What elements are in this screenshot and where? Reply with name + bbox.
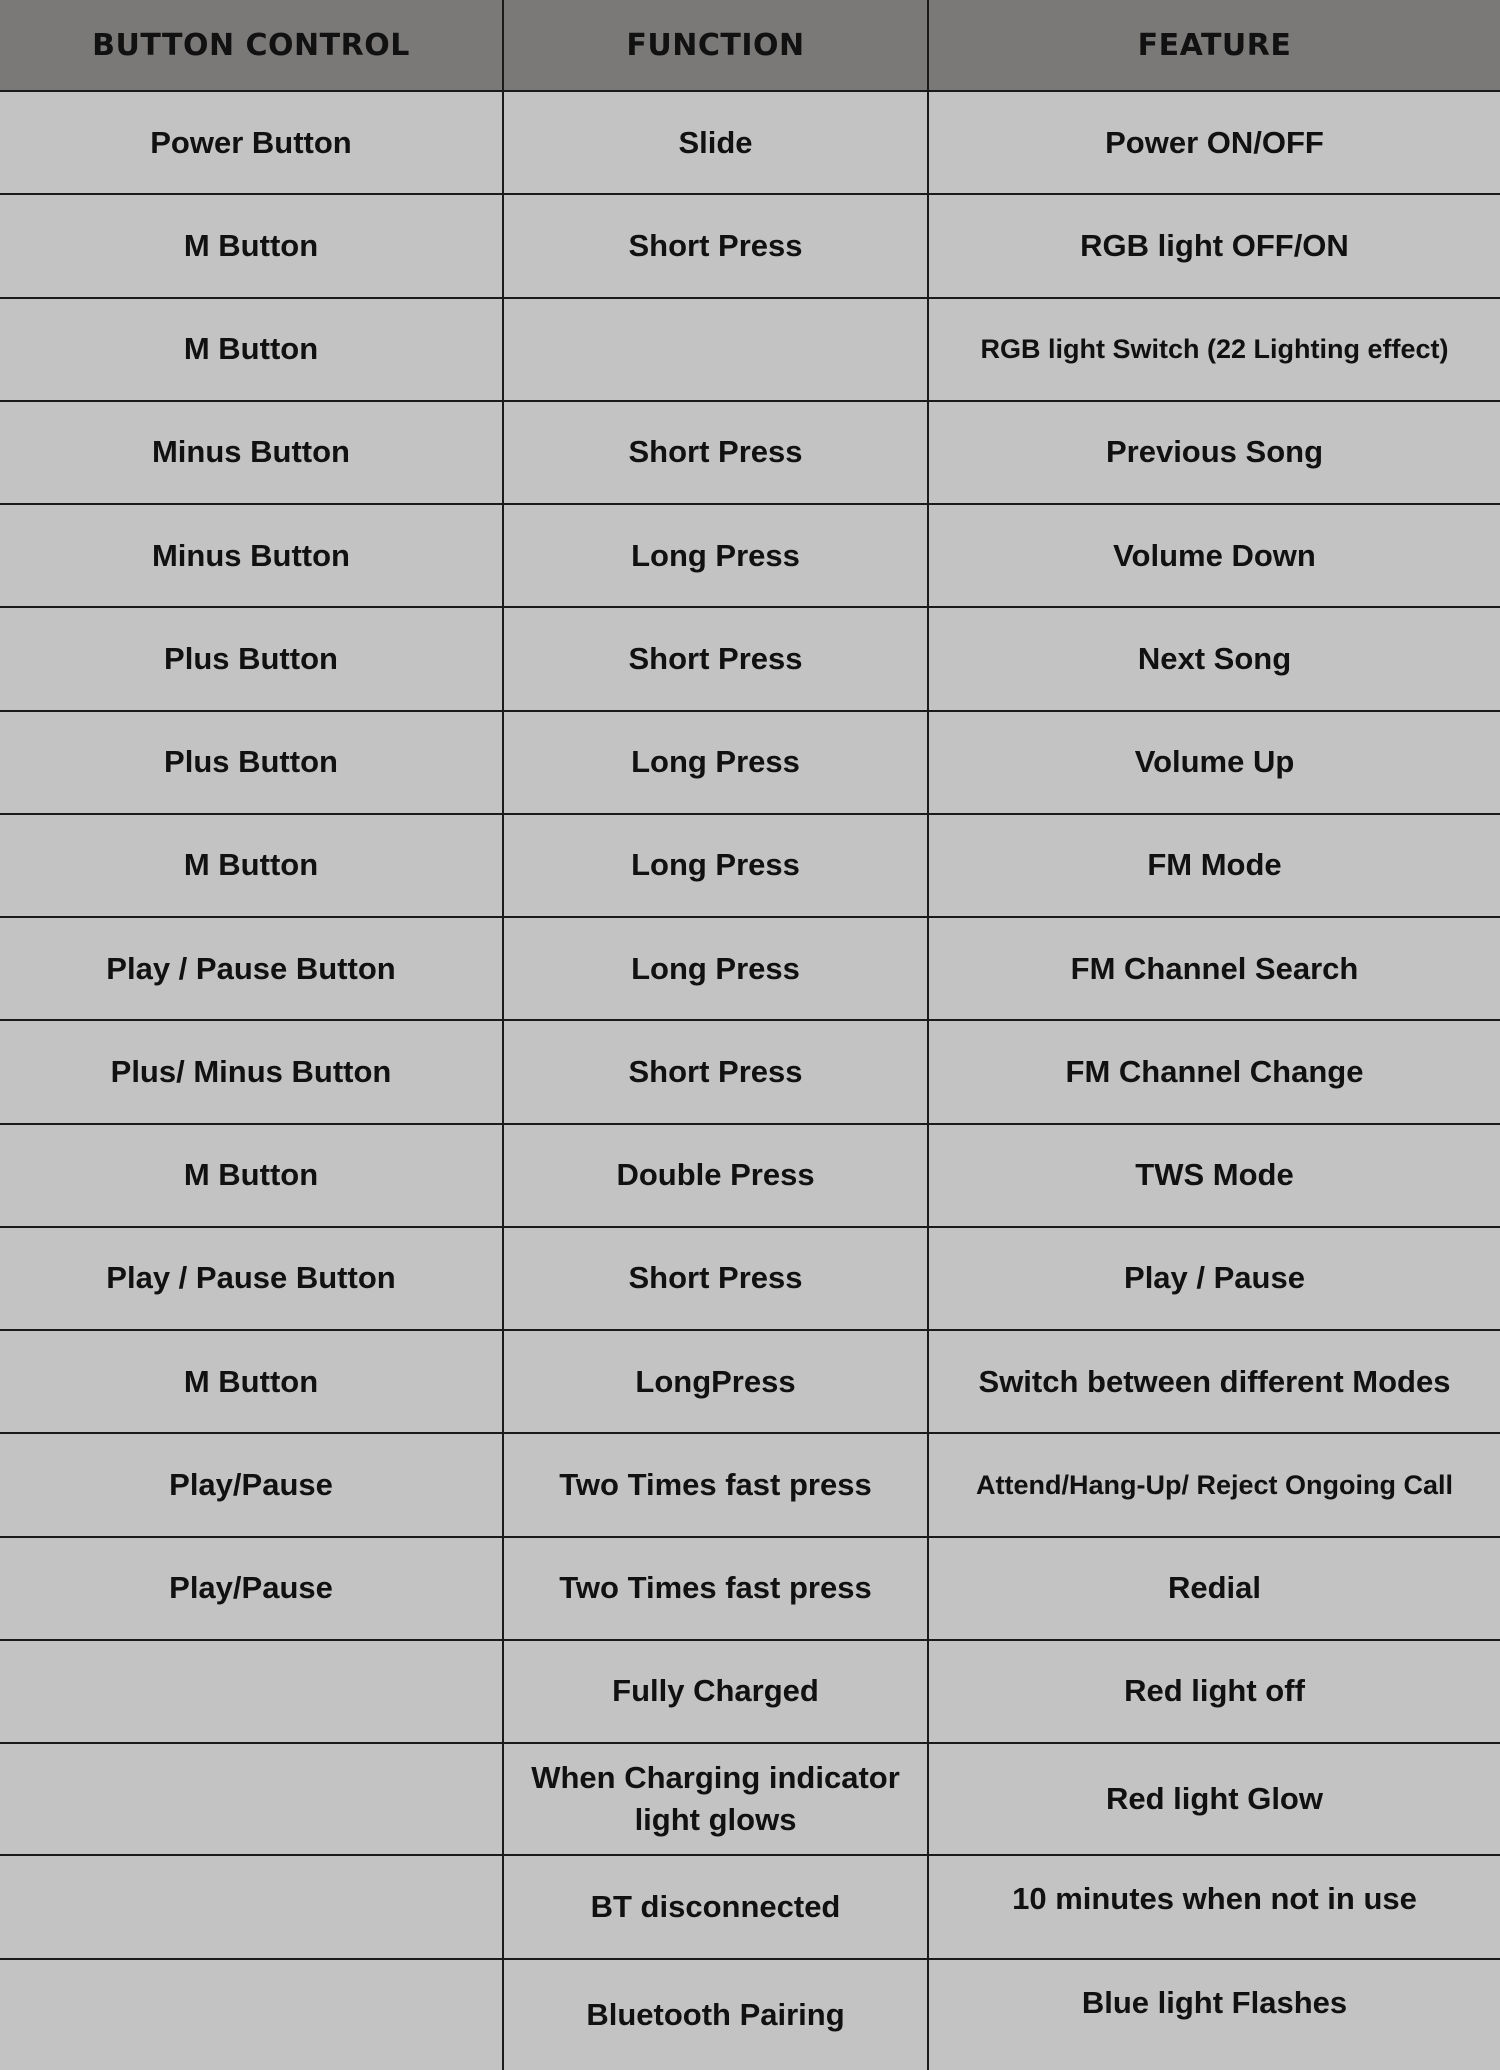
cell-feature: 10 minutes when not in use: [928, 1855, 1500, 1958]
cell-function: Short Press: [503, 401, 928, 504]
header-function: FUNCTION: [503, 0, 928, 91]
cell-function: Long Press: [503, 711, 928, 814]
cell-control: M Button: [0, 194, 503, 297]
cell-control: Plus Button: [0, 711, 503, 814]
cell-feature: TWS Mode: [928, 1124, 1500, 1227]
table-row: [0, 1743, 1500, 1855]
table-row: [0, 814, 1500, 917]
cell-function: BT disconnected: [503, 1855, 928, 1958]
table-row: [0, 1020, 1500, 1123]
cell-feature: Volume Down: [928, 504, 1500, 607]
cell-function: Long Press: [503, 917, 928, 1020]
cell-control: Play / Pause Button: [0, 1227, 503, 1330]
cell-function: Slide: [503, 91, 928, 194]
cell-control: Minus Button: [0, 401, 503, 504]
cell-feature: Redial: [928, 1537, 1500, 1640]
cell-feature: FM Channel Search: [928, 917, 1500, 1020]
cell-feature: FM Mode: [928, 814, 1500, 917]
table-row: [0, 194, 1500, 297]
cell-function: Two Times fast press: [503, 1537, 928, 1640]
table-row: [0, 298, 1500, 401]
cell-function: Short Press: [503, 1020, 928, 1123]
cell-feature: Red light off: [928, 1640, 1500, 1743]
cell-control: M Button: [0, 1330, 503, 1433]
table-row: [0, 1433, 1500, 1536]
cell-function: [503, 298, 928, 401]
cell-feature: Blue light Flashes: [1081, 1984, 1348, 2020]
cell-function: Long Press: [503, 814, 928, 917]
cell-feature: Volume Up: [928, 711, 1500, 814]
cell-feature: Attend/Hang-Up/ Reject Ongoing Call: [928, 1433, 1500, 1536]
table-row: [0, 917, 1500, 1020]
cell-control: Plus Button: [0, 607, 503, 710]
cell-control: Play / Pause Button: [0, 917, 503, 1020]
cell-function: LongPress: [503, 1330, 928, 1433]
table-row: [0, 711, 1500, 814]
cell-control: [0, 1855, 503, 1958]
table-row: [0, 607, 1500, 710]
table-row: [0, 504, 1500, 607]
table-row: [0, 1959, 1500, 2070]
cell-feature: Play / Pause: [928, 1227, 1500, 1330]
cell-function: Double Press: [503, 1124, 928, 1227]
cell-control: Play/Pause: [0, 1433, 503, 1536]
cell-function: Bluetooth Pairing: [503, 1959, 928, 2070]
cell-feature: RGB light OFF/ON: [928, 194, 1500, 297]
cell-function: Fully Charged: [503, 1640, 928, 1743]
cell-feature: Previous Song: [928, 401, 1500, 504]
table-row: [0, 1227, 1500, 1330]
cell-feature: Switch between different Modes: [928, 1330, 1500, 1433]
cell-function: Long Press: [503, 504, 928, 607]
cell-feature: Power ON/OFF: [928, 91, 1500, 194]
cell-feature: RGB light Switch (22 Lighting effect): [928, 298, 1500, 401]
cell-function: Short Press: [503, 1227, 928, 1330]
table-row: [0, 1330, 1500, 1433]
cell-feature: Next Song: [928, 607, 1500, 710]
cell-control: Plus/ Minus Button: [0, 1020, 503, 1123]
header-feature: FEATURE: [928, 0, 1500, 91]
cell-control: [0, 1743, 503, 1855]
cell-function: Short Press: [503, 194, 928, 297]
cell-control: Minus Button: [0, 504, 503, 607]
cell-control: M Button: [0, 814, 503, 917]
cell-feature: Red light Glow: [928, 1743, 1500, 1855]
header-button-control: BUTTON CONTROL: [0, 0, 503, 91]
cell-control: M Button: [0, 298, 503, 401]
table-row: [0, 401, 1500, 504]
table-row: [0, 1640, 1500, 1743]
cell-control: [0, 1640, 503, 1743]
cell-function: When Charging indicator light glows: [503, 1743, 928, 1855]
cell-feature: FM Channel Change: [928, 1020, 1500, 1123]
table-header-row: [0, 0, 1500, 91]
cell-function: Two Times fast press: [503, 1433, 928, 1536]
table-row: [0, 1537, 1500, 1640]
table-row: [0, 91, 1500, 194]
table-row: [0, 1124, 1500, 1227]
cell-control: Play/Pause: [0, 1537, 503, 1640]
cell-control: [0, 1959, 503, 2070]
cell-control: Power Button: [0, 91, 503, 194]
cell-function: Short Press: [503, 607, 928, 710]
cell-control: M Button: [0, 1124, 503, 1227]
table-row: [0, 1855, 1500, 1958]
